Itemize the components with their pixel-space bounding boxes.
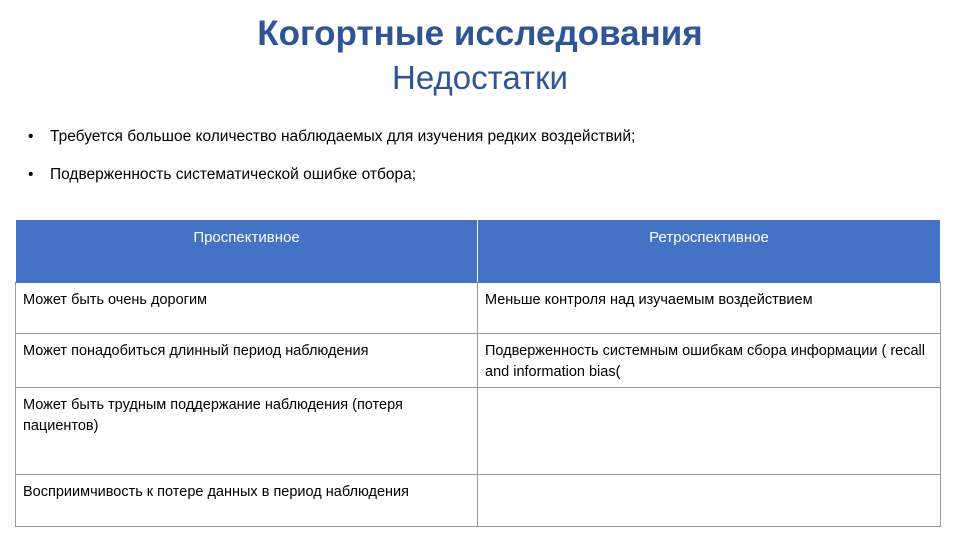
table-cell: Подверженность системным ошибкам сбора информации ( recall and information bias( <box>478 334 941 388</box>
bullet-list <box>28 126 938 202</box>
table-cell: Может быть трудным поддержание наблюдения (потеря пациентов) <box>16 388 478 475</box>
table-cell-empty <box>478 388 941 475</box>
table-row <box>16 283 941 334</box>
bullet-dot-icon: • <box>28 128 34 145</box>
table-row <box>16 475 941 527</box>
table-cell: Восприимчивость к потере данных в период наблюдения <box>16 475 478 527</box>
bullet-dot-icon: • <box>28 166 34 183</box>
bullet-text: Требуется большое количество наблюдаемых для изучения редких воздействий; <box>50 128 636 145</box>
table-header-row <box>16 220 941 283</box>
comparison-table <box>15 219 941 527</box>
bullet-item <box>28 164 938 186</box>
bullet-text: Подверженность систематической ошибке отбора; <box>50 166 417 183</box>
table-row <box>16 334 941 388</box>
header-prospective: Проспективное <box>16 220 478 283</box>
table-row <box>16 388 941 475</box>
slide-subtitle: Недостатки <box>392 59 568 96</box>
header-retrospective: Ретроспективное <box>478 220 941 283</box>
bullet-item <box>28 126 938 148</box>
table-cell: Меньше контроля над изучаемым воздействием <box>478 283 941 334</box>
table-cell: Может быть очень дорогим <box>16 283 478 334</box>
slide-title: Когортные исследования <box>257 14 703 53</box>
table-cell: Может понадобиться длинный период наблюдения <box>16 334 478 388</box>
table-cell-empty <box>478 475 941 527</box>
